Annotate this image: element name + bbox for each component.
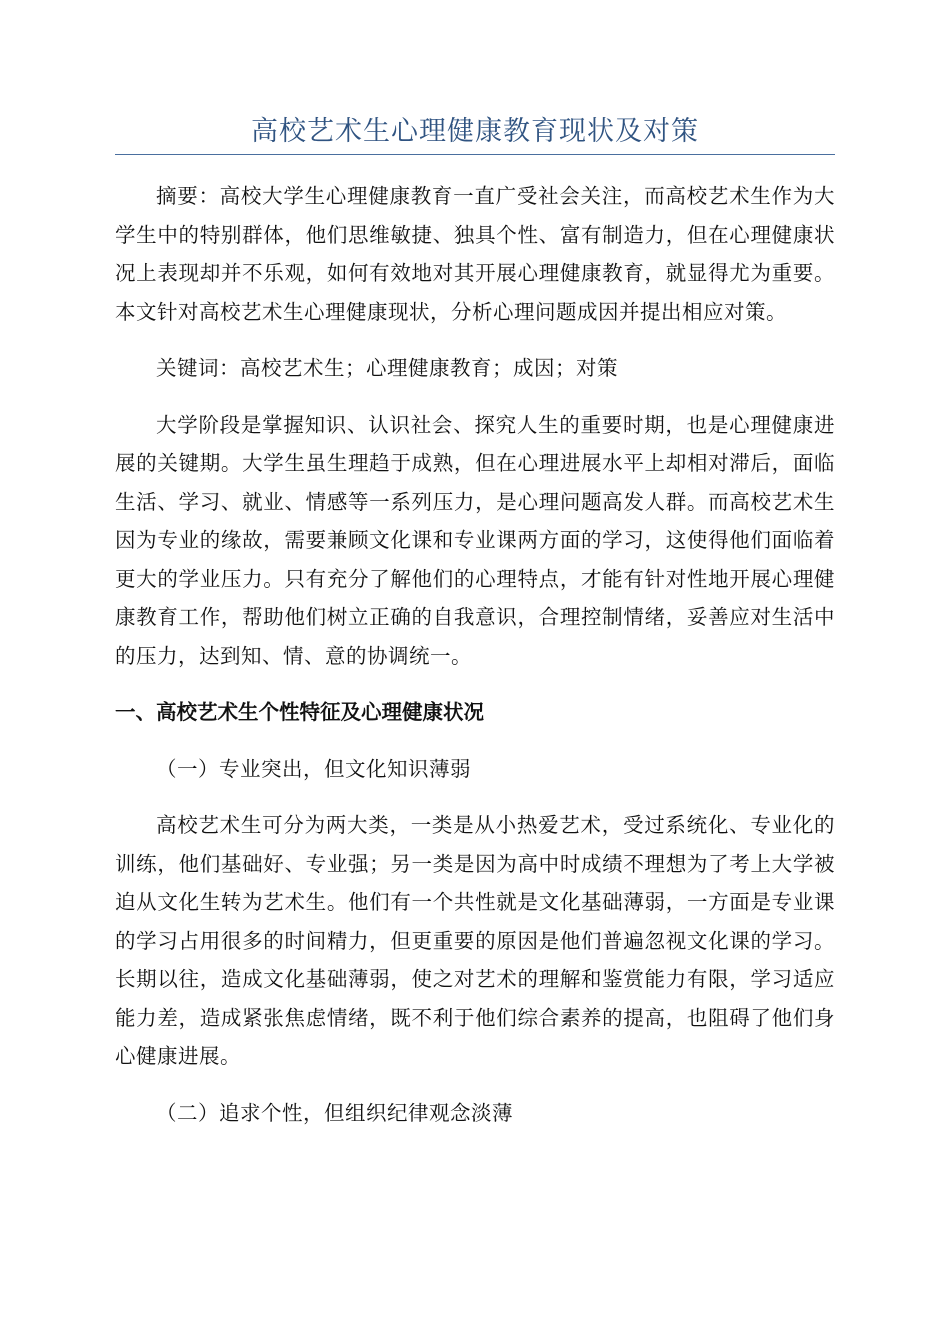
document-title: 高校艺术生心理健康教育现状及对策 (251, 116, 699, 147)
section-heading-1: 一、高校艺术生个性特征及心理健康状况 (115, 700, 484, 724)
subsection-1-paragraph: 高校艺术生可分为两大类，一类是从小热爱艺术，受过系统化、专业化的训练，他们基础好、专业强；另一类是因为高中时成绩不理想为了考上大学被迫从文化生转为艺术生。他们有一个共性就是文化基础薄弱，一方面是专业课的学习占用很多的时间精力，但更重要的原因是他们普遍忽视文化课的学习。长期以往，造成文化基础薄弱，使之对艺术的理解和鉴赏能力有限，学习适应能力差，造成紧张焦虑情绪，既不利于他们综合素养的提高，也阻碍了他们身心健康进展。 (115, 813, 835, 1068)
intro-paragraph: 大学阶段是掌握知识、认识社会、探究人生的重要时期，也是心理健康进展的关键期。大学生虽生理趋于成熟，但在心理进展水平上却相对滞后，面临生活、学习、就业、情感等一系列压力，是心理问题高发人群。而高校艺术生因为专业的缘故，需要兼顾文化课和专业课两方面的学习，这使得他们面临着更大的学业压力。只有充分了解他们的心理特点，才能有针对性地开展心理健康教育工作，帮助他们树立正确的自我意识，合理控制情绪，妥善应对生活中的压力，达到知、情、意的协调统一。 (115, 412, 835, 668)
subsection-heading-1: （一）专业突出，但文化知识薄弱 (156, 756, 471, 781)
keywords-paragraph: 关键词：高校艺术生；心理健康教育；成因；对策 (156, 356, 618, 380)
subsection-heading-2: （二）追求个性，但组织纪律观念淡薄 (156, 1100, 513, 1125)
title-underline (115, 154, 835, 155)
abstract-paragraph: 摘要：高校大学生心理健康教育一直广受社会关注，而高校艺术生作为大学生中的特别群体，他们思维敏捷、独具个性、富有制造力，但在心理健康状况上表现却并不乐观，如何有效地对其开展心理健康教育，就显得尤为重要。本文针对高校艺术生心理健康现状，分析心理问题成因并提出相应对策。 (115, 184, 835, 324)
document-body (115, 177, 835, 1150)
